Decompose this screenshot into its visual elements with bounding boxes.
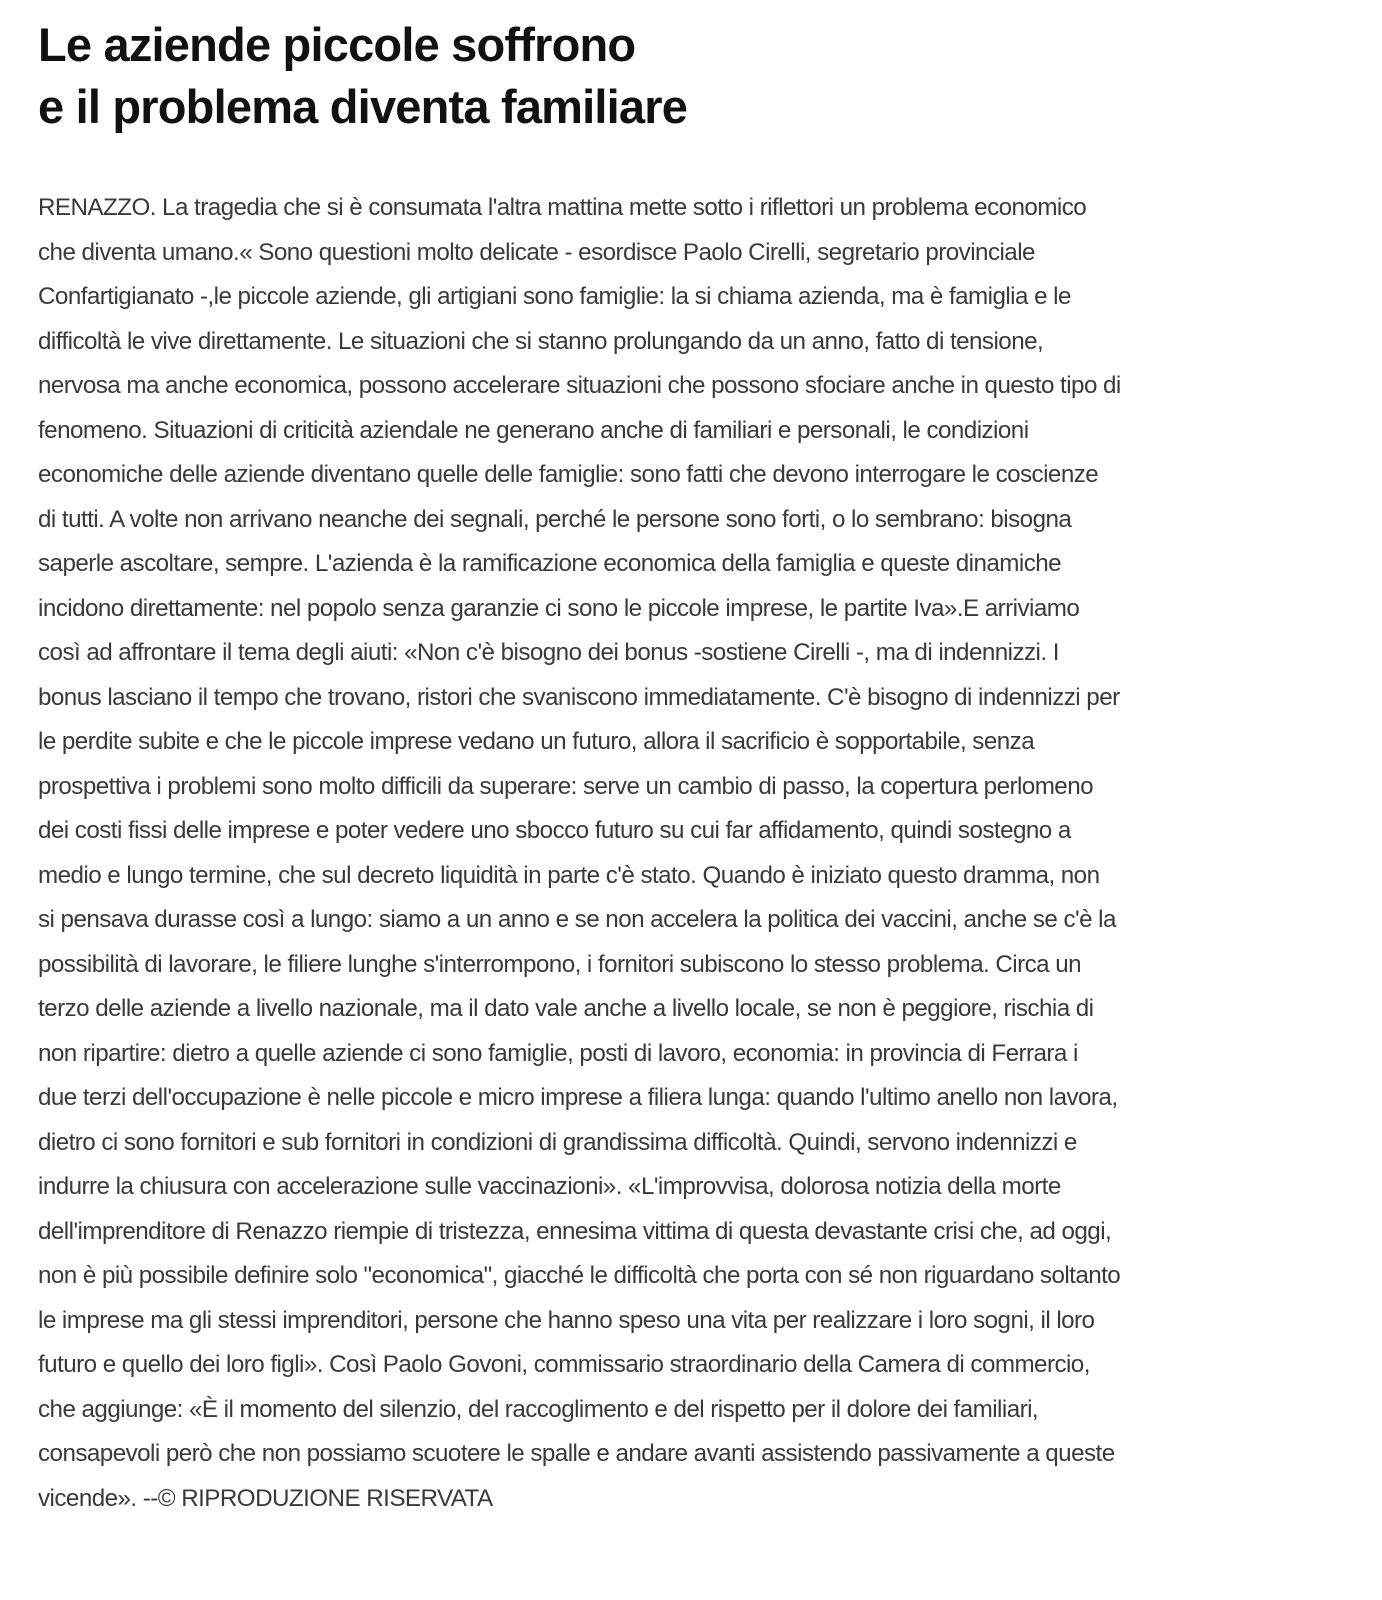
body-line: di tutti. A volte non arrivano neanche dei segnali, perché le persone sono forti, o lo sembrano: bisogna — [38, 505, 1072, 533]
body-line: medio e lungo termine, che sul decreto liquidità in parte c'è stato. Quando è iniziato questo dramma, non — [38, 861, 1100, 889]
body-line: così ad affrontare il tema degli aiuti: «Non c'è bisogno dei bonus -sostiene Cirelli -, ma di indennizzi. I — [38, 639, 1059, 666]
body-line: RENAZZO. La tragedia che si è consumata l'altra mattina mette sotto i riflettori un problema economico — [38, 194, 1087, 221]
body-line: due terzi dell'occupazione è nelle piccole e micro imprese a filiera lunga: quando l'ultimo anello non lavora, — [38, 1084, 1118, 1111]
body-line: consapevoli però che non possiamo scuotere le spalle e andare avanti assistendo passivamente a queste — [38, 1440, 1115, 1467]
body-line: dei costi fissi delle imprese e poter vedere uno sbocco futuro su cui far affidamento, quindi sostegno a — [38, 817, 1071, 844]
article — [38, 0, 1338, 1521]
body-line: le perdite subite e che le piccole imprese vedano un futuro, allora il sacrificio è sopportabile, senza — [38, 728, 1035, 755]
body-line: non è più possibile definire solo "economica", giacché le difficoltà che porta con sé non riguardano soltanto — [38, 1262, 1121, 1289]
body-line: le imprese ma gli stessi imprenditori, persone che hanno speso una vita per realizzare i loro sogni, il loro — [38, 1306, 1095, 1334]
body-line: Confartigianato -,le piccole aziende, gli artigiani sono famiglie: la si chiama azienda, ma è famiglia e le — [38, 283, 1071, 310]
body-line: indurre la chiusura con accelerazione sulle vaccinazioni». «L'improvvisa, dolorosa notizia della morte — [38, 1173, 1061, 1200]
article-headline — [38, 14, 1338, 138]
body-line: dietro ci sono fornitori e sub fornitori in condizioni di grandissima difficoltà. Quindi, servono indennizzi e — [38, 1128, 1077, 1156]
body-line: difficoltà le vive direttamente. Le situazioni che si stanno prolungando da un anno, fatto di tensione, — [38, 327, 1044, 355]
body-line: bonus lasciano il tempo che trovano, ristori che svaniscono immediatamente. C'è bisogno di indennizzi per — [38, 683, 1120, 711]
body-line: non ripartire: dietro a quelle aziende ci sono famiglie, posti di lavoro, economia: in provincia di Ferrara i — [38, 1039, 1078, 1067]
body-line: nervosa ma anche economica, possono accelerare situazioni che possono sfociare anche in questo tipo di — [38, 372, 1121, 399]
body-line: che aggiunge: «È il momento del silenzio, del raccoglimento e del rispetto per il dolore dei familiari, — [38, 1395, 1039, 1423]
article-body — [38, 186, 1338, 1521]
body-line: dell'imprenditore di Renazzo riempie di tristezza, ennesima vittima di questa devastante crisi che, ad oggi, — [38, 1217, 1112, 1245]
body-line: possibilità di lavorare, le filiere lunghe s'interrompono, i fornitori subiscono lo stesso problema. Circa un — [38, 950, 1082, 978]
body-line: vicende». --© RIPRODUZIONE RISERVATA — [38, 1484, 493, 1512]
body-line: fenomeno. Situazioni di criticità aziendale ne generano anche di familiari e personali, le condizioni — [38, 416, 1029, 444]
body-line: si pensava durasse così a lungo: siamo a un anno e se non accelera la politica dei vaccini, anche se c'è la — [38, 906, 1116, 933]
headline-line: e il problema diventa familiare — [38, 80, 688, 133]
body-line: prospettiva i problemi sono molto difficili da superare: serve un cambio di passo, la copertura perlomeno — [38, 772, 1094, 800]
body-line: che diventa umano.« Sono questioni molto delicate - esordisce Paolo Cirelli, segretario provinciale — [38, 238, 1035, 266]
body-line: economiche delle aziende diventano quelle delle famiglie: sono fatti che devono interrogare le coscienze — [38, 461, 1099, 488]
body-line: incidono direttamente: nel popolo senza garanzie ci sono le piccole imprese, le partite Iva».E arriviamo — [38, 594, 1080, 622]
body-line: saperle ascoltare, sempre. L'azienda è la ramificazione economica della famiglia e queste dinamiche — [38, 550, 1062, 577]
body-line: terzo delle aziende a livello nazionale, ma il dato vale anche a livello locale, se non è peggiore, rischia di — [38, 995, 1094, 1022]
headline-line: Le aziende piccole soffrono — [38, 18, 636, 71]
body-line: futuro e quello dei loro figli». Così Paolo Govoni, commissario straordinario della Camera di commercio, — [38, 1351, 1090, 1378]
